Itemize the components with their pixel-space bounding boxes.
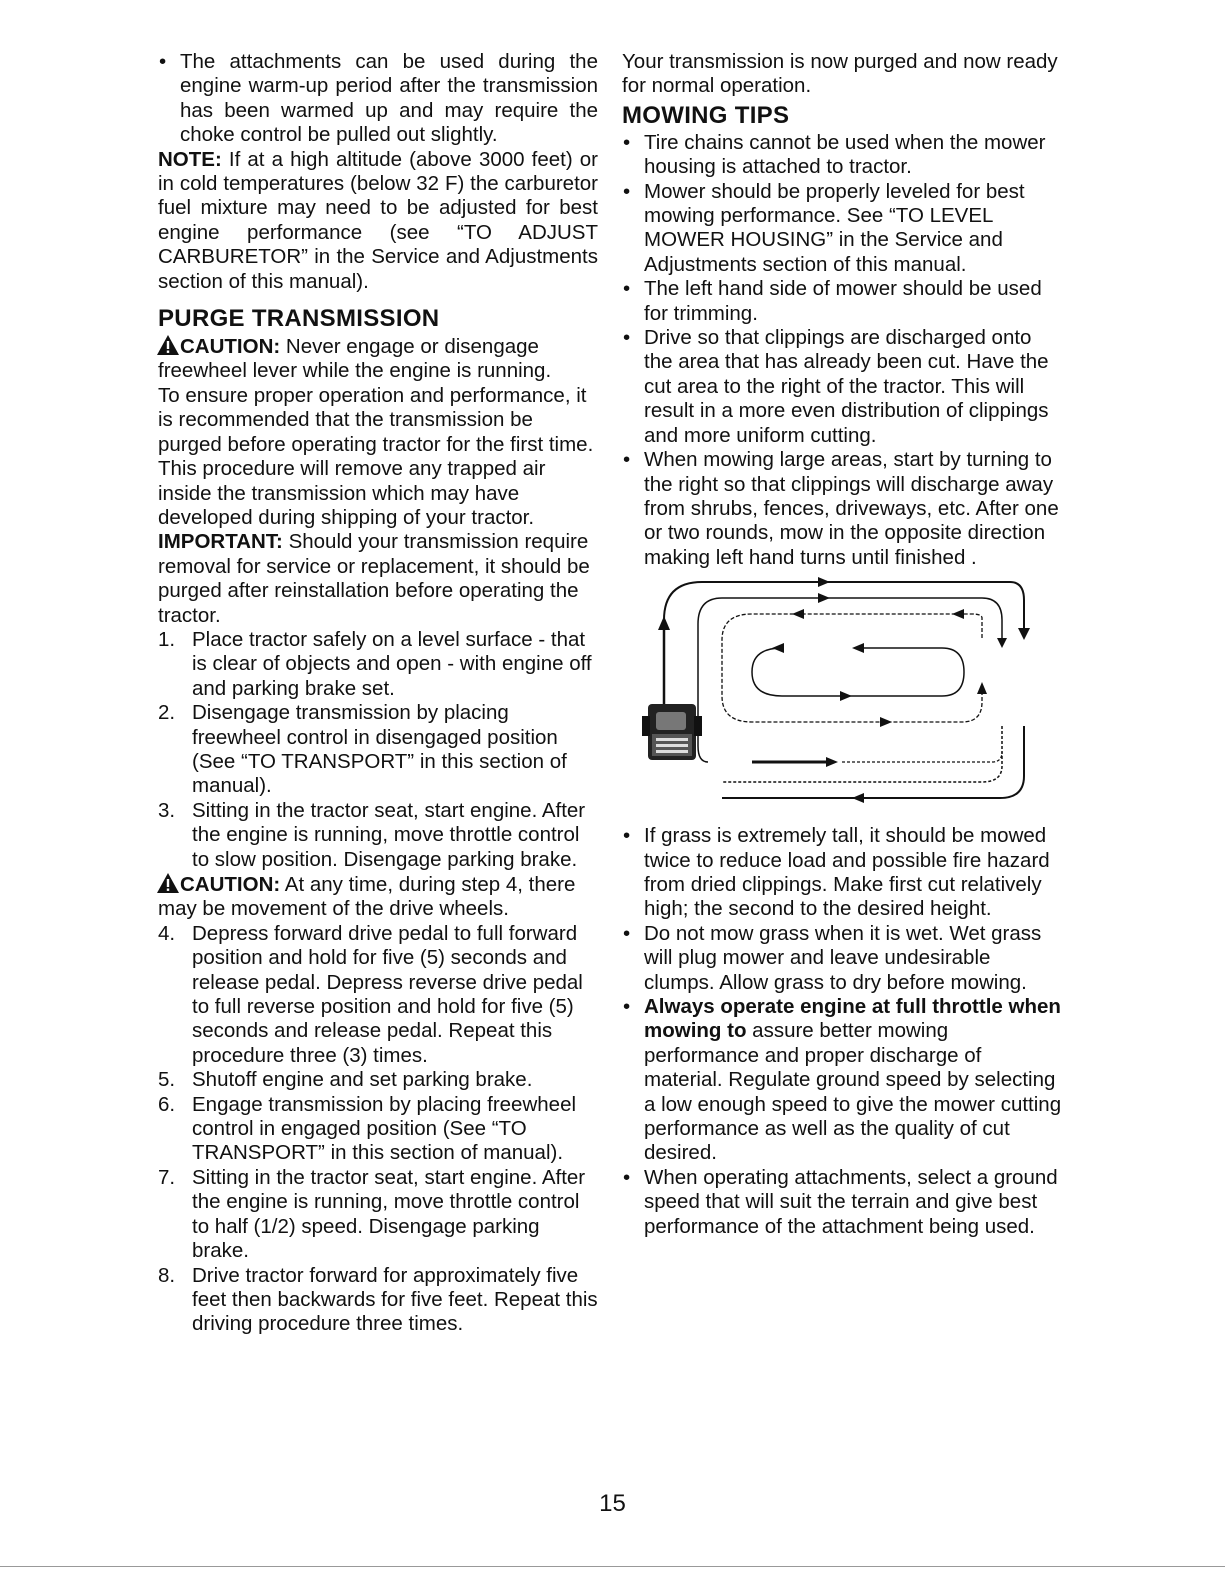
- step-item: [158, 922, 598, 1068]
- step-number: 8.: [158, 1263, 176, 1287]
- caution-text-2: At any time, during step 4, there may be movement of the drive wheels.: [158, 873, 576, 921]
- note-label: NOTE:: [158, 147, 222, 171]
- tractor-icon: [642, 704, 702, 760]
- mowing-pattern-diagram: [642, 576, 1042, 816]
- step-number: 7.: [158, 1165, 176, 1189]
- step-number: 5.: [158, 1068, 176, 1092]
- mowing-tips-list-a: [622, 131, 1062, 570]
- purge-steps-list-a: [158, 628, 598, 872]
- caution-label-1: CAUTION:: [180, 335, 281, 359]
- warning-triangle-icon: [156, 334, 180, 356]
- step-number: 4.: [158, 921, 176, 945]
- important-paragraph: [158, 530, 598, 628]
- caution-text-1: Never engage or disengage freewheel lever while the engine is running.: [158, 335, 552, 383]
- caution-label-2: CAUTION:: [180, 873, 281, 896]
- left-column: [158, 50, 598, 1337]
- warning-triangle-icon: [156, 872, 180, 894]
- right-column: [622, 50, 1062, 1239]
- attachments-bullet: • The attachments can be used during the engine warm-up period after the transmission has been warmed up and may require the choke control be pulled out slightly.: [158, 50, 598, 148]
- important-label: IMPORTANT:: [158, 530, 283, 554]
- note-text: If at a high altitude (above 3000 feet) or in cold temperatures (below 32 F) the carburetor fuel mixture may need to be adjusted for best engine performance (see “TO ADJUST CARBURETOR” in the Service and Adjustments section of this manual).: [158, 147, 598, 293]
- tip-bullet: • The left hand side of mower should be used for trimming.: [622, 277, 1062, 326]
- purge-steps-list-b: [158, 922, 598, 1337]
- attachments-speed-bullet: • When operating attachments, select a ground speed that will suit the terrain and give best performance of the attachment being used.: [622, 1166, 1062, 1239]
- step-text: Disengage transmission by placing freewheel control in disengaged position (See “TO TRANSPORT” in this section of manual).: [192, 701, 567, 798]
- step-text: Place tractor safely on a level surface - that is clear of objects and open - with engine off and parking brake set.: [192, 627, 592, 700]
- purge-transmission-heading: PURGE TRANSMISSION: [158, 305, 440, 333]
- tip-bullet: • Mower should be properly leveled for best mowing performance. See “TO LEVEL MOWER HOUSING” in the Service and Adjustments section of this manual.: [622, 180, 1062, 278]
- step-number: 6.: [158, 1092, 176, 1116]
- step-text: Drive tractor forward for approximately five feet then backwards for five feet. Repeat this driving procedure three times.: [192, 1263, 598, 1336]
- step-item: [158, 1093, 598, 1166]
- step-text: Depress forward drive pedal to full forward position and hold for five (5) seconds and release pedal. Depress reverse drive pedal to full reverse position and hold for five (5) seconds and release pedal. Repeat this procedure three (3) times.: [192, 921, 583, 1067]
- step-item: [158, 1166, 598, 1264]
- mowing-tips-heading: MOWING TIPS: [622, 101, 790, 129]
- tip-bullet: • If grass is extremely tall, it should be mowed twice to reduce load and possible fire hazard from dried clippings. Make first cut relatively high; the second to the desired height.: [622, 824, 1062, 922]
- tip-bullet: • Do not mow grass when it is wet. Wet grass will plug mower and leave undesirable clumps. Allow grass to dry before mowing.: [622, 922, 1062, 995]
- caution-paragraph-2: [158, 872, 598, 922]
- step-item: [158, 1068, 598, 1092]
- mowing-tips-list-b: [622, 824, 1062, 995]
- caution-paragraph-1: [158, 334, 598, 384]
- important-text: Should your transmission require removal for service or replacement, it should be purged after reinstallation before operating the tractor.: [158, 530, 590, 627]
- full-throttle-bullet: [622, 995, 1062, 1166]
- bottom-rule: [0, 1566, 1225, 1567]
- tip-bullet: • When mowing large areas, start by turning to the right so that clippings will discharge away from shrubs, fences, driveways, etc. After one or two rounds, mow in the opposite direction making left hand turns until finished .: [622, 448, 1062, 570]
- step-text: Sitting in the tractor seat, start engine. After the engine is running, move throttle control to half (1/2) speed. Disengage parking brake.: [192, 1165, 586, 1263]
- purged-ready-paragraph: Your transmission is now purged and now ready for normal operation.: [622, 50, 1058, 98]
- full-throttle-text: assure better mowing performance and proper discharge of material. Regulate ground speed by selecting a low enough speed to give the mower cutting performance as well as the quality of cut desired.: [644, 1019, 1062, 1165]
- full-throttle-bold: Always operate engine at full throttle when mowing to: [644, 994, 1061, 1043]
- step-number: 3.: [158, 798, 176, 822]
- step-text: Sitting in the tractor seat, start engine. After the engine is running, move throttle control to slow position. Disengage parking brake.: [192, 798, 586, 871]
- tip-bullet: • Drive so that clippings are discharged onto the area that has already been cut. Have the cut area to the right of the tractor. This will result in a more even distribution of clippings and more uniform cutting.: [622, 326, 1062, 448]
- step-number: 1.: [158, 627, 176, 651]
- step-text: Engage transmission by placing freewheel control in engaged position (See “TO TRANSPORT” in this section of manual).: [192, 1092, 577, 1165]
- page-number: 15: [599, 1490, 626, 1517]
- step-item: [158, 628, 598, 701]
- step-item: [158, 799, 598, 872]
- step-number: 2.: [158, 701, 176, 725]
- note-paragraph: [158, 148, 598, 294]
- step-text: Shutoff engine and set parking brake.: [192, 1068, 533, 1092]
- tip-bullet: • Tire chains cannot be used when the mower housing is attached to tractor.: [622, 131, 1062, 180]
- purge-intro-paragraph: To ensure proper operation and performance, it is recommended that the transmission be purged before operating tractor for the first time. This procedure will remove any trapped air inside the transmission which may have developed during shipping of your tractor.: [158, 383, 594, 529]
- step-item: [158, 1264, 598, 1337]
- step-item: [158, 701, 598, 799]
